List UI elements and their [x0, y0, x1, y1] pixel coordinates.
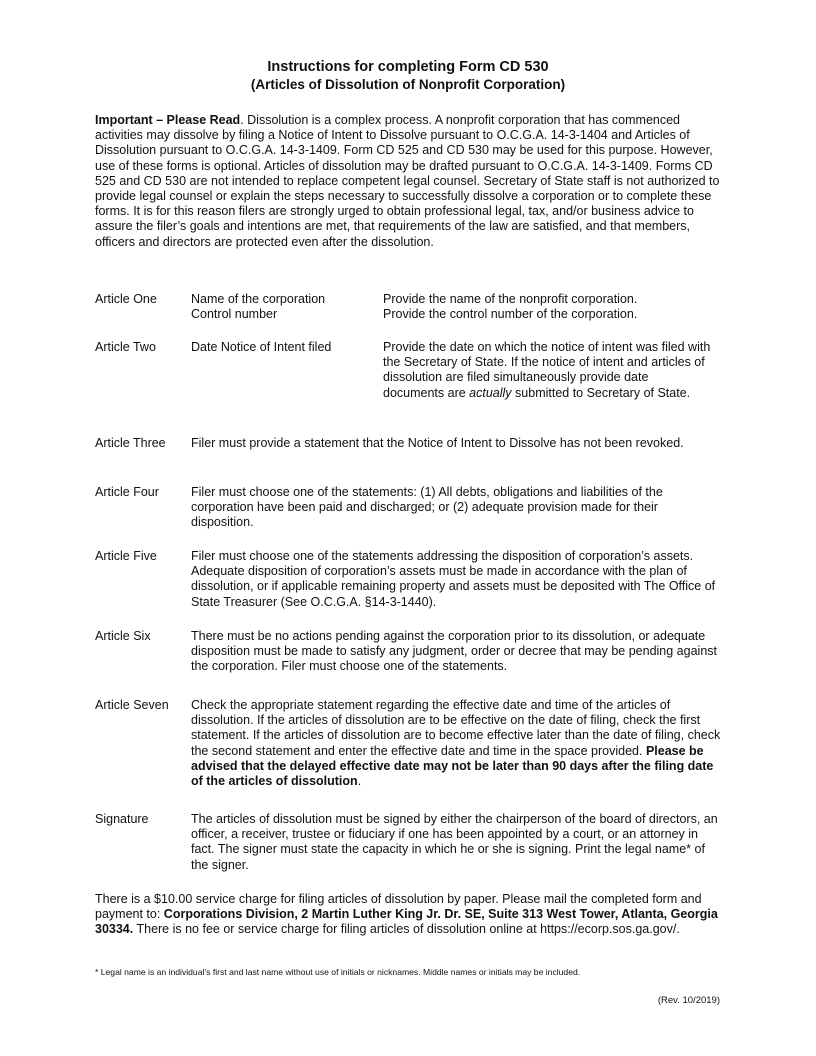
- article-one-label: Article One: [95, 292, 157, 306]
- article-two-field: Date Notice of Intent filed: [191, 340, 332, 354]
- signature-text: The articles of dissolution must be signed by either the chairperson of the board of directors, an officer, a receiver, trustee or fiduciary if one has been appointed by a court, or an attorney in fact. The signer must state the capacity in which he or she is signing. Print the legal name* of the signer.: [191, 812, 718, 872]
- page-subtitle: (Articles of Dissolution of Nonprofit Corporation): [250, 77, 566, 92]
- article-seven-label: Article Seven: [95, 698, 169, 712]
- article-one-field-name: Name of the corporation: [191, 292, 326, 306]
- article-two-desc: [383, 340, 713, 401]
- footnote: * Legal name is an individual’s first and last name without use of initials or nicknames. Middle names or initials may be included.: [95, 967, 581, 977]
- article-one-field-control: Control number: [191, 307, 278, 321]
- article-seven-end: .: [357, 774, 362, 789]
- article-one-desc-name: Provide the name of the nonprofit corporation.: [383, 292, 638, 306]
- article-four-label: Article Four: [95, 485, 159, 499]
- article-two-desc-a: Provide the date on which the notice of intent was filed with the Secretary of State. If the notice of intent and articles of dissolution are filed simultaneously provide date documents are: [383, 340, 711, 400]
- fee-address: Corporations Division, 2 Martin Luther King Jr. Dr. SE, Suite 313 West Tower, Atlanta, Georgia 30334.: [95, 907, 718, 937]
- revision-date: (Rev. 10/2019): [657, 995, 720, 1006]
- article-seven-text: [191, 698, 721, 789]
- article-five-text: Filer must choose one of the statements addressing the disposition of corporation’s assets. Adequate disposition of corporation’s assets must be made in accordance with the plan of dissolution, or if applicable remaining property and assets must be deposited with The Office of State Treasurer (See O.C.G.A. §14-3-1440).: [191, 549, 716, 609]
- important-paragraph: [95, 113, 727, 250]
- article-one-desc-control: Provide the control number of the corporation.: [383, 307, 638, 321]
- article-four-text: Filer must choose one of the statements: (1) All debts, obligations and liabilities of the corporation have been paid and discharged; or (2) adequate provision made for their disposition.: [191, 485, 663, 530]
- signature-label: Signature: [95, 812, 149, 826]
- article-seven-text-a: Check the appropriate statement regarding the effective date and time of the articles of dissolution. If the articles of dissolution are to be effective on the date of filing, check the first statement. If the articles of dissolution are to become effective later than the date of filing, check the second statement and enter the effective date and time in the space provided.: [191, 698, 721, 758]
- article-two-label: Article Two: [95, 340, 156, 354]
- article-two-desc-em: actually: [469, 385, 512, 400]
- article-six-label: Article Six: [95, 629, 151, 643]
- page-title: Instructions for completing Form CD 530: [267, 59, 549, 75]
- article-three-label: Article Three: [95, 436, 166, 450]
- article-five-label: Article Five: [95, 549, 157, 563]
- important-text: . Dissolution is a complex process. A nonprofit corporation that has commenced activities may dissolve by filing a Notice of Intent to Dissolve pursuant to O.C.G.A. 14-3-1404 and Articles of Dissolution pursuant to O.C.G.A. 14-3-1409. Form CD 525 and CD 530 may be used for this purpose. However, use of these forms is optional. Articles of dissolution may be drafted pursuant to O.C.G.A. 14-3-1409. Forms CD 525 and CD 530 are not intended to replace competent legal counsel. Secretary of State staff is not authorized to provide legal counsel or explain the steps necessary to successfully dissolve a corporation or to complete these forms. It is for this reason filers are strongly urged to obtain professional legal, tax, and/or business advice to assure the filer’s goals and intentions are met, that requirements of the law are satisfied, and that members, officers and directors are protected even after the dissolution.: [95, 113, 720, 249]
- fee-text-a: There is a $10.00 service charge for filing articles of dissolution by paper. Please mail the completed form and payment to:: [95, 892, 702, 922]
- article-two-desc-b: submitted to Secretary of State.: [511, 385, 691, 400]
- article-six-text: There must be no actions pending against the corporation prior to its dissolution, or adequate disposition must be made to satisfy any judgment, order or decree that may be pending against the corporation. Filer must choose one of the statements.: [191, 629, 717, 674]
- article-three-text: Filer must provide a statement that the Notice of Intent to Dissolve has not been revoked.: [191, 436, 684, 450]
- article-seven-bold: Please be advised that the delayed effective date may not be later than 90 days after the filing date of the articles of dissolution: [191, 743, 714, 789]
- fee-text-b: There is no fee or service charge for filing articles of dissolution online at https://ecorp.sos.ga.gov/.: [133, 922, 680, 937]
- important-lead: Important – Please Read: [95, 113, 241, 127]
- fee-paragraph: [95, 892, 727, 938]
